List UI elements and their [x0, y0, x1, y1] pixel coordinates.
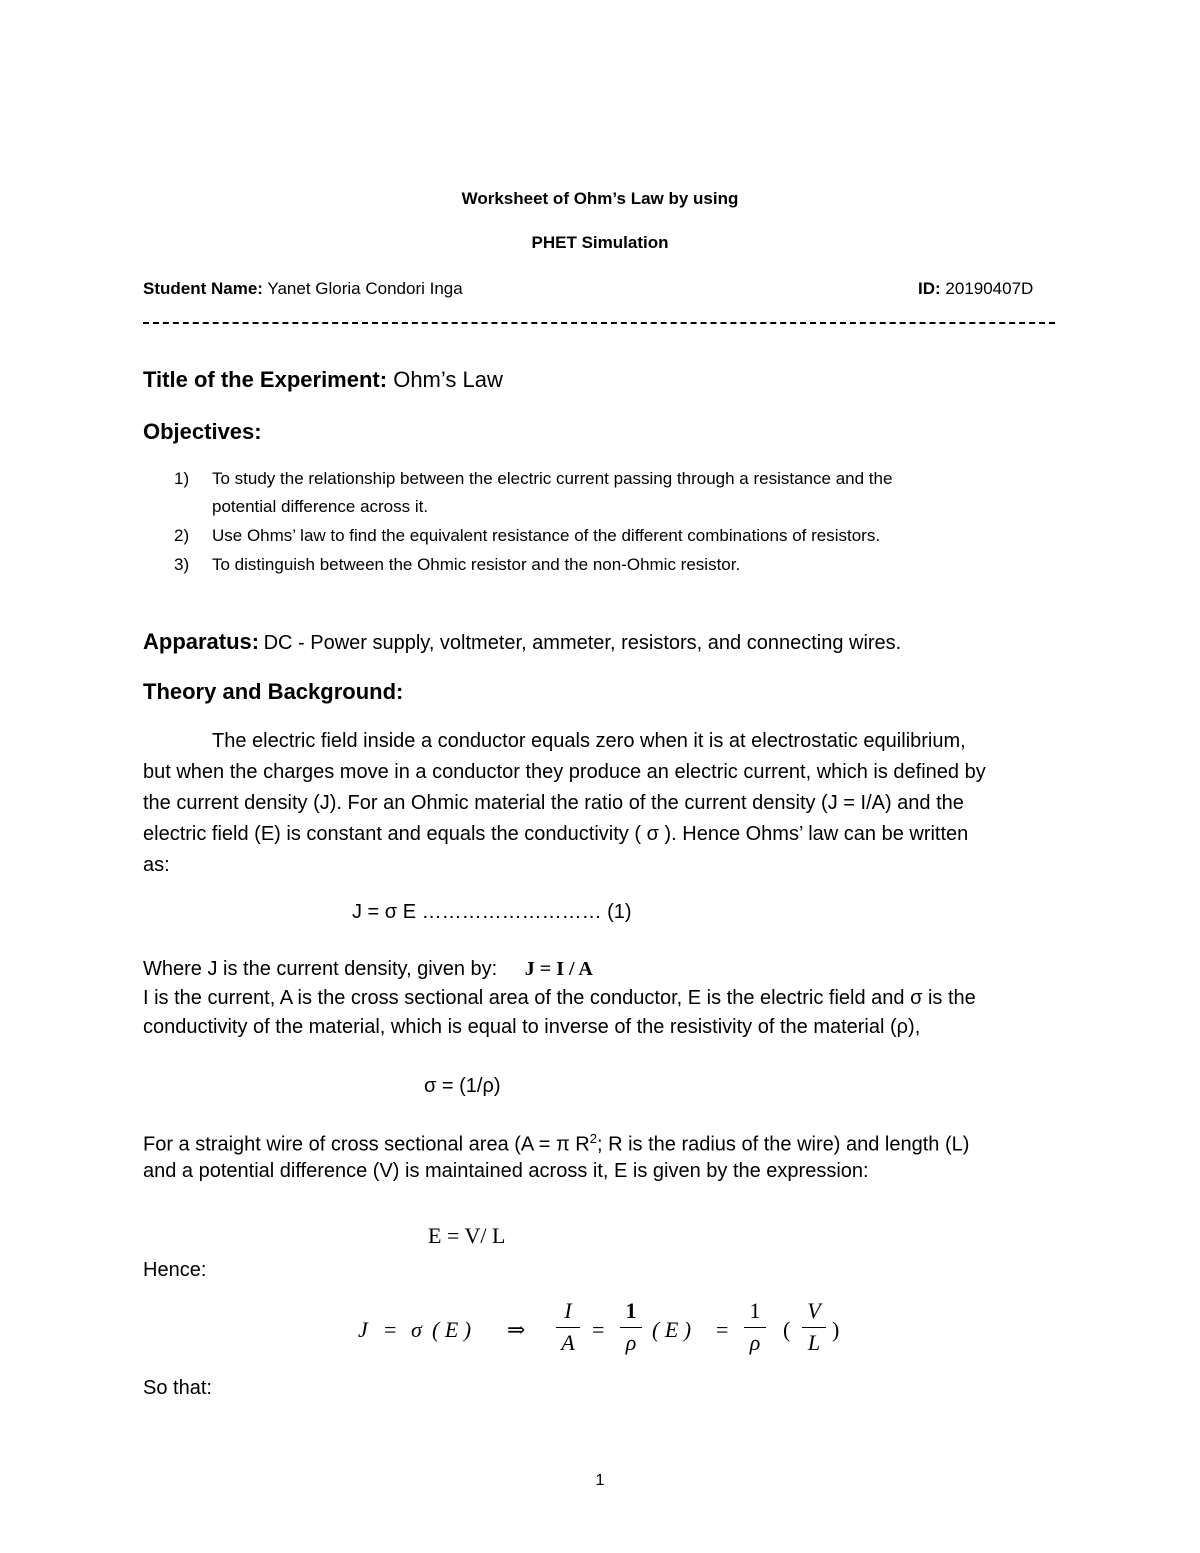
student-id-line: [918, 279, 1033, 299]
student-name-label: Student Name:: [143, 279, 263, 298]
objective-text-continued: potential difference across it.: [212, 497, 429, 516]
wire-text-b: ; R is the radius of the wire) and length (L): [596, 1133, 970, 1156]
formula-j: J: [358, 1317, 368, 1342]
formula-paren-e-2: ( E ): [652, 1317, 692, 1342]
wire-text-a: For a straight wire of cross sectional area (A = π R: [143, 1133, 590, 1156]
fraction-numerator: V: [807, 1298, 821, 1323]
objective-text: Use Ohms’ law to find the equivalent resistance of the different combinations of resistors.: [212, 526, 881, 545]
theory-paragraph-line: as:: [143, 854, 170, 876]
theory-paragraph-line: The electric field inside a conductor equals zero when it is at electrostatic equilibrium,: [212, 730, 966, 752]
fraction-bar: [556, 1327, 580, 1328]
formula-equals: =: [592, 1317, 605, 1342]
definitions-line: conductivity of the material, which is equal to inverse of the resistivity of the material (ρ),: [143, 1016, 921, 1038]
objective-number: 3): [174, 555, 190, 574]
wire-line: and a potential difference (V) is maintained across it, E is given by the expression:: [143, 1160, 869, 1182]
apparatus-text: DC - Power supply, voltmeter, ammeter, resistors, and connecting wires.: [263, 632, 902, 654]
e-equation: E = V/ L: [428, 1223, 506, 1248]
fraction-denominator: ρ: [749, 1330, 761, 1355]
formula-equals: =: [716, 1317, 729, 1342]
objective-number: 2): [174, 526, 190, 545]
objective-text: To distinguish between the Ohmic resistor and the non-Ohmic resistor.: [212, 555, 741, 574]
fraction-denominator: A: [561, 1330, 575, 1355]
implies-arrow: ⇒: [507, 1317, 526, 1342]
experiment-title-label: Title of the Experiment:: [143, 367, 388, 392]
sigma-equation: σ = (1/ρ): [424, 1075, 501, 1097]
theory-paragraph-line: the current density (J). For an Ohmic material the ratio of the current density (J = I/A) and the: [143, 792, 964, 814]
apparatus-label: Apparatus:: [143, 629, 260, 654]
current-density-line: [143, 958, 593, 981]
separator-line: [143, 322, 1055, 324]
fraction-bar: [802, 1327, 826, 1328]
student-id-value: 20190407D: [945, 279, 1034, 298]
apparatus-line: [143, 629, 901, 655]
objective-text: To study the relationship between the electric current passing through a resistance and the: [212, 469, 893, 488]
theory-paragraph-line: electric field (E) is constant and equals the conductivity ( σ ). Hence Ohms’ law can be written: [143, 823, 969, 845]
objectives-heading: Objectives:: [143, 419, 262, 444]
formula-equals: =: [384, 1317, 397, 1342]
fraction-numerator: 1: [749, 1298, 761, 1323]
worksheet-title: Worksheet of Ohm’s Law by using: [461, 189, 739, 208]
definitions-line: I is the current, A is the cross sectional area of the conductor, E is the electric field and σ is the: [143, 987, 976, 1009]
fraction-1-over-rho: [620, 1298, 642, 1356]
so-that-label: So that:: [143, 1377, 212, 1399]
fraction-numerator: 1: [625, 1298, 637, 1323]
wire-line: [143, 1131, 969, 1157]
fraction-numerator: I: [564, 1298, 572, 1323]
student-name-line: [143, 279, 463, 299]
wire-text-superscript: 2: [589, 1131, 597, 1146]
fraction-denominator: L: [807, 1330, 821, 1355]
fraction-bar: [744, 1327, 766, 1328]
formula-left-paren: (: [783, 1317, 791, 1342]
fraction-i-over-a: [556, 1298, 580, 1356]
fraction-v-over-l: [802, 1298, 826, 1356]
formula-sigma: σ: [411, 1317, 422, 1342]
student-name-value: Yanet Gloria Condori Inga: [267, 279, 463, 298]
current-density-equation: J = I / A: [524, 958, 593, 980]
fraction-bar: [620, 1327, 642, 1328]
fraction-denominator: ρ: [625, 1330, 637, 1355]
formula-right-paren: ): [832, 1317, 840, 1342]
fraction-1-over-rho: [744, 1298, 766, 1356]
objective-number: 1): [174, 469, 190, 488]
formula-paren-e: ( E ): [432, 1317, 472, 1342]
hence-label: Hence:: [143, 1259, 207, 1281]
experiment-title: [143, 367, 503, 393]
student-id-label: ID:: [918, 279, 941, 298]
experiment-title-value: Ohm’s Law: [393, 367, 503, 392]
theory-paragraph-line: but when the charges move in a conductor they produce an electric current, which is defined by: [143, 761, 986, 783]
theory-heading: Theory and Background:: [143, 679, 404, 704]
current-density-text: Where J is the current density, given by:: [143, 958, 498, 980]
equation-1: J = σ E ……………………… (1): [352, 901, 632, 923]
page-number: 1: [595, 1472, 605, 1489]
worksheet-subtitle: PHET Simulation: [531, 233, 669, 252]
